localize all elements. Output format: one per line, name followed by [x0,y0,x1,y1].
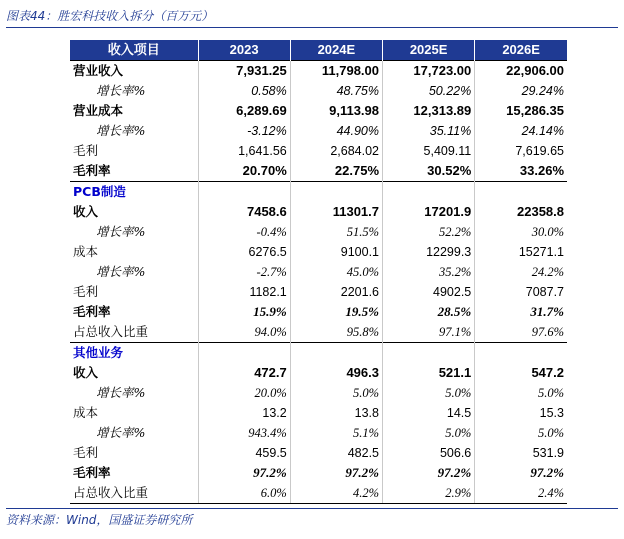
value-cell: 29.24% [521,84,564,98]
value-cell: 506.6 [383,443,475,463]
section-title: 其他业务 [70,343,198,364]
header-year: 2026E [475,40,567,61]
value-cell: 5.0% [537,426,564,440]
value-cell: 5,409.11 [383,141,475,161]
value-cell: 943.4% [198,423,290,443]
bottom-rule [6,508,618,509]
value-cell: 459.5 [198,443,290,463]
row-label: 毛利 [70,141,198,161]
table-row [70,121,567,141]
table-body [70,61,567,504]
value-cell: 12,313.89 [383,101,475,121]
table-row [70,282,567,302]
value-cell: 531.9 [532,446,564,460]
table-row [70,403,567,423]
value-cell: 17,723.00 [383,61,475,82]
value-cell: 13.8 [290,403,382,423]
value-cell: 2.9% [383,483,475,504]
value-cell: 13.2 [198,403,290,423]
value-cell: 472.7 [198,363,290,383]
value-cell: 9100.1 [290,242,382,262]
value-cell: 24.2% [531,265,564,279]
value-cell: 19.5% [290,302,382,322]
value-cell: 15.9% [198,302,290,322]
empty-cell [383,182,475,203]
table-row [70,483,567,504]
value-cell: -0.4% [198,222,290,242]
table-row [70,463,567,483]
row-label: 毛利率 [70,302,198,322]
row-label: 毛利率 [70,463,198,483]
value-cell: 4902.5 [383,282,475,302]
value-cell: 97.2% [530,465,564,480]
value-cell: 0.58% [198,81,290,101]
source-note: 资料来源：Wind，国盛证券研究所 [6,513,193,527]
empty-cell [290,343,382,364]
table-header-row [70,40,567,61]
value-cell: 51.5% [290,222,382,242]
value-cell: 5.0% [383,383,475,403]
row-label: 占总收入比重 [70,322,198,343]
value-cell: 7,931.25 [198,61,290,82]
value-cell: 482.5 [290,443,382,463]
value-cell: 7458.6 [198,202,290,222]
value-cell: 20.70% [198,161,290,182]
row-label: 增长率% [70,121,198,141]
value-cell: 4.2% [290,483,382,504]
empty-cell [383,343,475,364]
value-cell: 22,906.00 [475,61,567,82]
value-cell: 15,286.35 [506,103,564,118]
section-header-row [70,343,567,364]
value-cell: 1182.1 [198,282,290,302]
table-row [70,222,567,242]
row-label: 成本 [70,242,198,262]
value-cell: 48.75% [290,81,382,101]
value-cell: 2201.6 [290,282,382,302]
value-cell: 20.0% [198,383,290,403]
revenue-breakdown-table [70,40,567,504]
value-cell: 31.7% [530,304,564,319]
empty-cell [475,182,567,203]
row-label: 增长率% [70,222,198,242]
value-cell: 17201.9 [383,202,475,222]
value-cell: 33.26% [519,163,564,178]
value-cell: 6276.5 [198,242,290,262]
row-label: 成本 [70,403,198,423]
row-label: 增长率% [70,383,198,403]
table-row [70,81,567,101]
table-row [70,383,567,403]
value-cell: 44.90% [290,121,382,141]
row-label: 毛利率 [70,161,198,182]
value-cell: 6,289.69 [198,101,290,121]
table-row [70,202,567,222]
section-header-row [70,182,567,203]
table-row [70,141,567,161]
value-cell: 35.11% [383,121,475,141]
value-cell: 97.1% [383,322,475,343]
table-row [70,302,567,322]
table-row [70,322,567,343]
value-cell: 95.8% [290,322,382,343]
value-cell: 2,684.02 [290,141,382,161]
value-cell: 12299.3 [383,242,475,262]
value-cell: 22358.8 [517,204,564,219]
header-year: 2024E [290,40,382,61]
row-label: 营业成本 [70,101,198,121]
value-cell: -3.12% [198,121,290,141]
table-row [70,61,567,82]
value-cell: 14.5 [383,403,475,423]
row-label: 增长率% [70,81,198,101]
value-cell: 15271.1 [518,245,564,259]
value-cell: 28.5% [383,302,475,322]
value-cell: 11301.7 [290,202,382,222]
section-title: PCB制造 [70,182,198,203]
value-cell: 22.75% [290,161,382,182]
value-cell: 97.2% [383,463,475,483]
table-row [70,242,567,262]
row-label: 收入 [70,363,198,383]
value-cell: 30.52% [383,161,475,182]
empty-cell [198,182,290,203]
value-cell: 5.1% [290,423,382,443]
row-label: 收入 [70,202,198,222]
value-cell: 97.2% [290,463,382,483]
row-label: 毛利 [70,282,198,302]
value-cell: 24.14% [521,124,564,138]
empty-cell [198,343,290,364]
value-cell: 5.0% [537,386,564,400]
figure-caption: 图表44：胜宏科技收入拆分（百万元） [6,9,214,23]
value-cell: 7087.7 [525,285,564,299]
row-label: 占总收入比重 [70,483,198,504]
row-label: 毛利 [70,443,198,463]
value-cell: 7,619.65 [515,144,564,158]
row-label: 增长率% [70,262,198,282]
header-year: 2025E [383,40,475,61]
value-cell: 6.0% [198,483,290,504]
value-cell: 52.2% [383,222,475,242]
table-row [70,101,567,121]
table-row [70,262,567,282]
value-cell: 547.2 [531,365,564,380]
value-cell: -2.7% [198,262,290,282]
header-year: 2023 [198,40,290,61]
top-rule [6,27,618,28]
value-cell: 11,798.00 [290,61,382,82]
row-label: 增长率% [70,423,198,443]
row-label: 营业收入 [70,61,198,82]
table-row [70,423,567,443]
value-cell: 1,641.56 [198,141,290,161]
value-cell: 5.0% [383,423,475,443]
header-label: 收入项目 [70,40,198,61]
value-cell: 15.3 [539,406,564,420]
value-cell: 94.0% [198,322,290,343]
value-cell: 30.0% [531,225,564,239]
empty-cell [475,343,567,364]
table-row [70,363,567,383]
table-row [70,443,567,463]
value-cell: 2.4% [475,483,567,504]
value-cell: 35.2% [383,262,475,282]
table-row [70,161,567,182]
empty-cell [290,182,382,203]
value-cell: 97.2% [198,463,290,483]
value-cell: 496.3 [290,363,382,383]
value-cell: 9,113.98 [290,101,382,121]
value-cell: 97.6% [531,325,564,339]
value-cell: 50.22% [383,81,475,101]
value-cell: 5.0% [290,383,382,403]
value-cell: 45.0% [290,262,382,282]
value-cell: 521.1 [383,363,475,383]
